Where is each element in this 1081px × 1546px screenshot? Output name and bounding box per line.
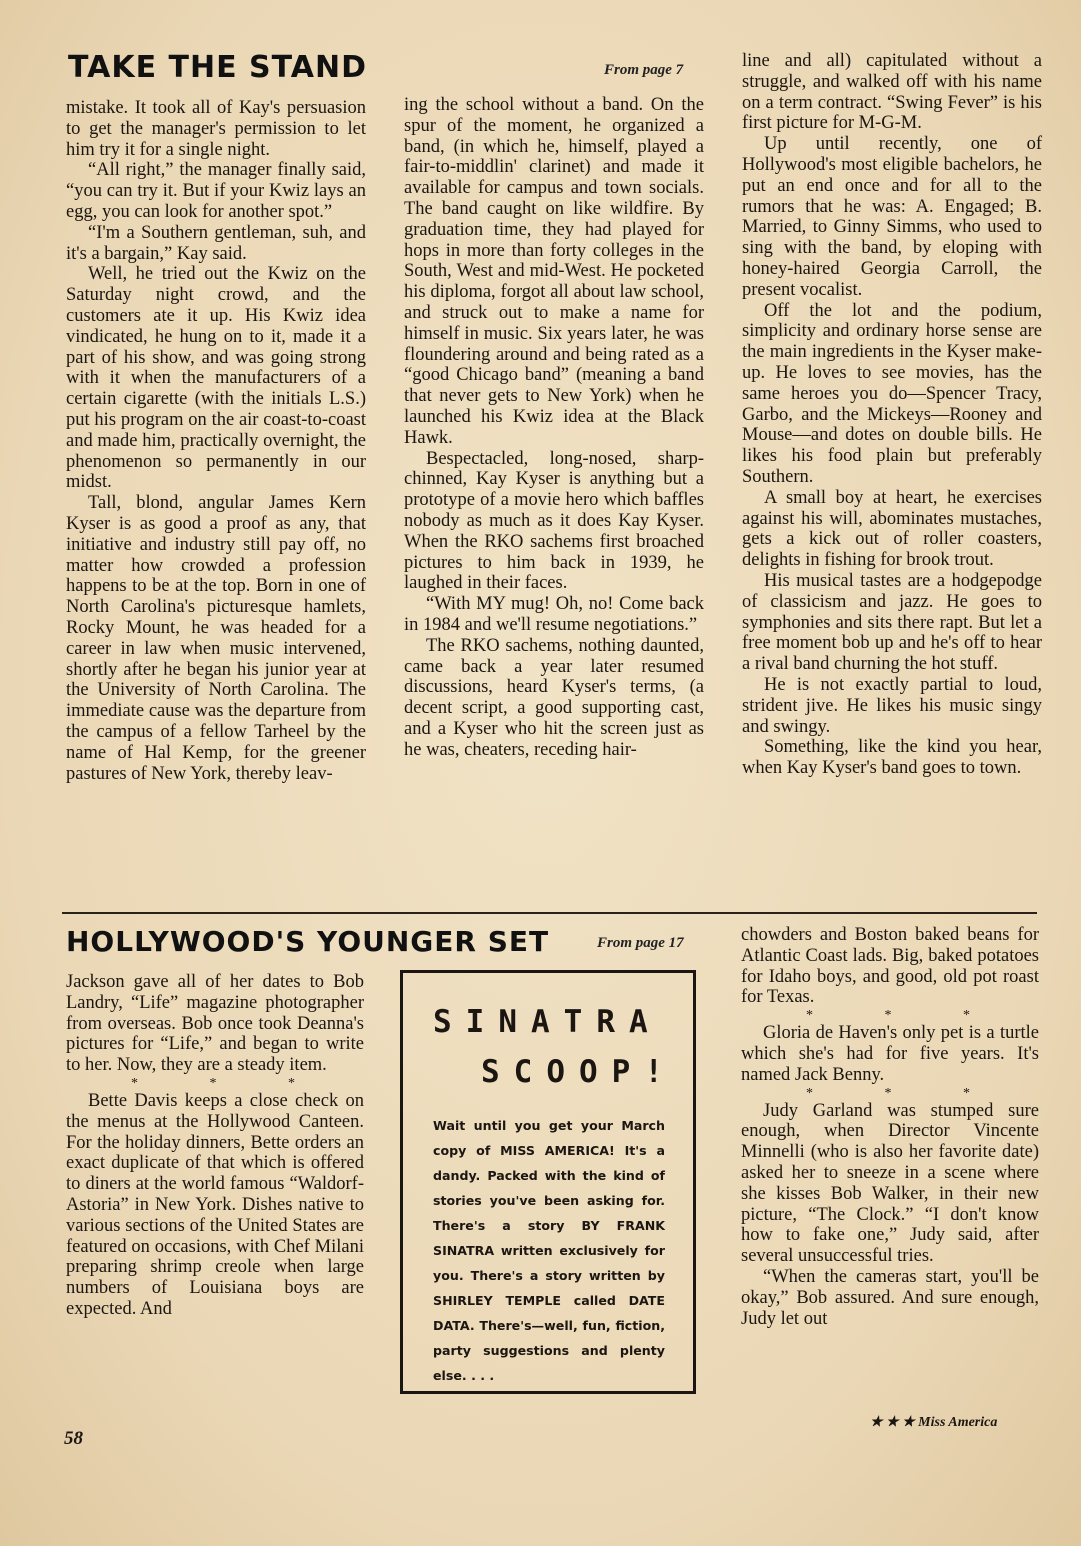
paragraph: Gloria de Haven's only pet is a turtle which she's had for five years. It's named Jack Benny. xyxy=(741,1023,1039,1085)
paragraph: Bette Davis keeps a close check on the menus at the Hollywood Canteen. For the holiday dinners, Bette orders an exact duplicate of that which is offered to diners at the world famous “Waldorf-Astoria” in New York. Dishes native to various sections of the United States are featured on occasions, with Chef Milani preparing shrimp creole when large numbers of Louisiana boys are expected. And xyxy=(66,1090,364,1319)
ad-headline-line2: SCOOP! xyxy=(481,1054,677,1090)
article-column-3 xyxy=(741,925,1039,1329)
paragraph: ing the school without a band. On the spur of the moment, he organized a band, (in which he, himself, played a fair-to-middlin' clarinet) and made it available for campus and town socials. The band caught on like wildfire. By graduation time, they had played for hops in more than forty colleges in the South, West and mid-West. He pocketed his diploma, forgot all about law school, and struck out to make a name for himself in music. Six years later, he was floundering around and being rated as a “good Chicago band” (meaning a band that never gets to New York) when he launched his Kwiz idea at the Black Hawk. xyxy=(404,95,704,448)
article-column-1 xyxy=(66,972,364,1320)
section-title-take-the-stand: TAKE THE STAND xyxy=(68,50,368,85)
separator-stars: * * * xyxy=(806,1085,1004,1101)
paragraph: A small boy at heart, he exercises against his will, abominates mustaches, gets a kick out of roller coasters, delights in fishing for brook trout. xyxy=(742,487,1042,571)
article-column-3 xyxy=(742,51,1042,779)
continued-from-label: From page 17 xyxy=(597,935,684,951)
paragraph: Up until recently, one of Hollywood's most eligible bachelors, he put an end once and for all to the rumors that he was: A. Engaged; B. Married, to Ginny Simms, who used to sing with the band, by eloping with honey-haired Georgia Carroll, the present vocalist. xyxy=(742,134,1042,300)
magazine-footer: ★ ★ ★ Miss America xyxy=(870,1415,998,1430)
separator-stars: * * * xyxy=(131,1075,329,1091)
paragraph: chowders and Boston baked beans for Atlantic Coast lads. Big, baked potatoes for Idaho boys, and good, old pot roast for Texas. xyxy=(741,925,1039,1008)
paragraph: “All right,” the manager finally said, “you can try it. But if your Kwiz lays an egg, you can look for another spot.” xyxy=(66,160,366,222)
separator-stars: * * * xyxy=(806,1008,1004,1024)
paragraph: Off the lot and the podium, simplicity and ordinary horse sense are the main ingredients in the Kyser make-up. He loves to see movies, has the same heroes you do—Spencer Tracy, Garbo, and the Mickeys—Rooney and Mouse—and dotes on double bills. He likes his food plain but preferably Southern. xyxy=(742,300,1042,487)
paragraph: Bespectacled, long-nosed, sharp-chinned, Kay Kyser is anything but a prototype of a movie hero which baffles nobody as much as it does Kay Kyser. When the RKO sachems first broached pictures to him back in 1939, he laughed in their faces. xyxy=(404,448,704,594)
page-number: 58 xyxy=(64,1428,83,1449)
paragraph: Well, he tried out the Kwiz on the Saturday night crowd, and the customers ate it up. His Kwiz idea vindicated, he hung on to it, made it a part of his show, and was going strong with it when the manufacturers of a certain cigarette (with the initials L.S.) put his program on the air coast-to-coast and made him, practically overnight, the phenomenon so permanently in our midst. xyxy=(66,264,366,493)
section-title-hollywoods-younger-set: HOLLYWOOD'S YOUNGER SET xyxy=(66,925,550,958)
paragraph: His musical tastes are a hodgepodge of classicism and jazz. He goes to symphonies and sits there rapt. But let a free moment bob up and he's off to hear a rival band churning the hot stuff. xyxy=(742,570,1042,675)
article-column-1 xyxy=(66,98,366,784)
paragraph: Something, like the kind you hear, when Kay Kyser's band goes to town. xyxy=(742,737,1042,779)
paragraph: He is not exactly partial to loud, strident jive. He likes his music singy and swingy. xyxy=(742,674,1042,737)
paragraph: Jackson gave all of her dates to Bob Landry, “Life” magazine photographer from overseas. Bob once took Deanna's pictures for “Life,” and began to write to her. Now, they are a steady item. xyxy=(66,972,364,1076)
sinatra-scoop-ad xyxy=(400,970,696,1394)
ad-headline-line1: SINATRA xyxy=(433,1004,662,1040)
paragraph: “I'm a Southern gentleman, suh, and it's a bargain,” Kay said. xyxy=(66,222,366,264)
paragraph: line and all) capitulated without a struggle, and walked off with his name on a term contract. “Swing Fever” is his first picture for M-G-M. xyxy=(742,51,1042,134)
paragraph: mistake. It took all of Kay's persuasion to get the manager's permission to let him try it for a single night. xyxy=(66,98,366,160)
paragraph: Judy Garland was stumped sure enough, when Director Vincente Minnelli (who is also her favorite date) asked her to sneeze in a scene where she kisses Bob Walker, in their new picture, “The Clock.” “I don't know how to fake one,” Judy said, after several unsuccessful tries. xyxy=(741,1100,1039,1267)
paragraph: “With MY mug! Oh, no! Come back in 1984 and we'll resume negotiations.” xyxy=(404,594,704,635)
paragraph: Tall, blond, angular James Kern Kyser is as good a proof as any, that initiative and industry still pay off, no matter how crowded a profession happens to be at the top. Born in one of North Carolina's picturesque hamlets, Rocky Mount, he was headed for a career in law when music intervened, shortly after he began his junior year at the University of North Carolina. The immediate cause was the departure from the campus of a fellow Tarheel by the name of Hal Kemp, for the greener pastures of New York, thereby leav- xyxy=(66,493,366,784)
ad-body: Wait until you get your March copy of MISS AMERICA! It's a dandy. Packed with the kind of stories you've been asking for. There's a story BY FRANK SINATRA written exclusively for you. There's a story written by SHIRLEY TEMPLE called DATE DATA. There's—well, fun, fiction, party suggestions and plenty else. . . . xyxy=(433,1118,665,1383)
paragraph: “When the cameras start, you'll be okay,” Bob assured. And sure enough, Judy let out xyxy=(741,1266,1039,1329)
article-column-2 xyxy=(404,95,704,761)
paragraph: The RKO sachems, nothing daunted, came back a year later resumed discussions, heard Kyser's terms, (a decent script, a good supporting cast, and a Kyser who hit the screen just as he was, cheaters, receding hair- xyxy=(404,635,704,760)
continued-from-label: From page 7 xyxy=(604,62,684,78)
section-divider xyxy=(62,912,1037,914)
